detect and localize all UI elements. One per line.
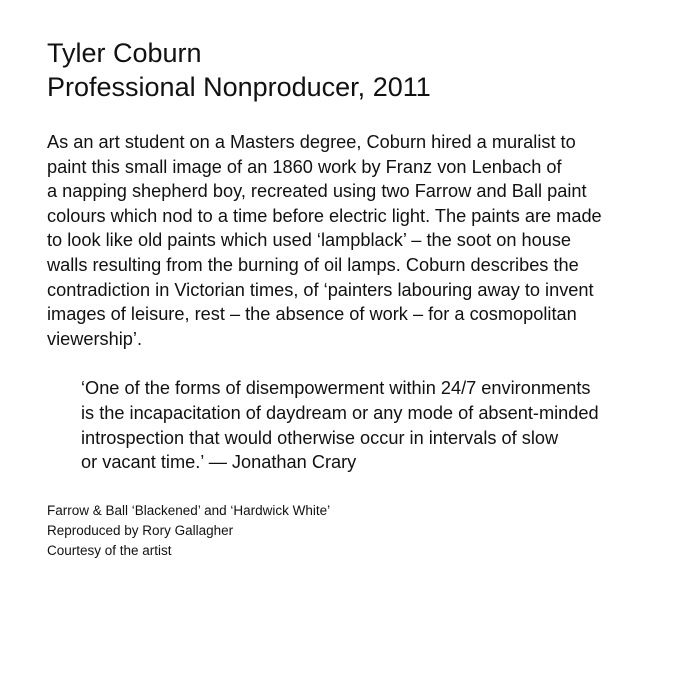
description-line: As an art student on a Masters degree, Coburn hired a muralist to bbox=[47, 132, 576, 152]
description-line: viewership’. bbox=[47, 328, 143, 349]
work-title: Professional Nonproducer, 2011 bbox=[47, 72, 431, 102]
wall-label bbox=[47, 36, 667, 561]
quote-line: ‘One of the forms of disempowerment within 24/7 environments bbox=[81, 378, 591, 399]
description-line: paint this small image of an 1860 work by Franz von Lenbach of bbox=[47, 156, 562, 177]
artist-name: Tyler Coburn bbox=[47, 38, 202, 68]
description-paragraph bbox=[47, 130, 667, 351]
description-line: contradiction in Victorian times, of ‘painters labouring away to invent bbox=[47, 279, 594, 300]
label-heading bbox=[47, 36, 667, 104]
description-line: a napping shepherd boy, recreated using two Farrow and Ball paint bbox=[47, 181, 587, 202]
credits-block bbox=[47, 501, 667, 561]
materials-credit: Farrow & Ball ‘Blackened’ and ‘Hardwick White’ bbox=[47, 502, 331, 518]
description-line: images of leisure, rest – the absence of work – for a cosmopolitan bbox=[47, 304, 577, 325]
quote-line: or vacant time.’ — Jonathan Crary bbox=[81, 452, 357, 473]
description-line: walls resulting from the burning of oil lamps. Coburn describes the bbox=[47, 254, 579, 275]
quote-line: introspection that would otherwise occur in intervals of slow bbox=[81, 427, 559, 448]
crary-quote bbox=[81, 376, 667, 474]
quote-line: is the incapacitation of daydream or any mode of absent-minded bbox=[81, 402, 599, 423]
description-line: colours which nod to a time before electric light. The paints are made bbox=[47, 205, 602, 226]
description-line: to look like old paints which used ‘lampblack’ – the soot on house bbox=[47, 230, 572, 251]
courtesy-credit: Courtesy of the artist bbox=[47, 542, 172, 558]
reproduction-credit: Reproduced by Rory Gallagher bbox=[47, 522, 234, 538]
